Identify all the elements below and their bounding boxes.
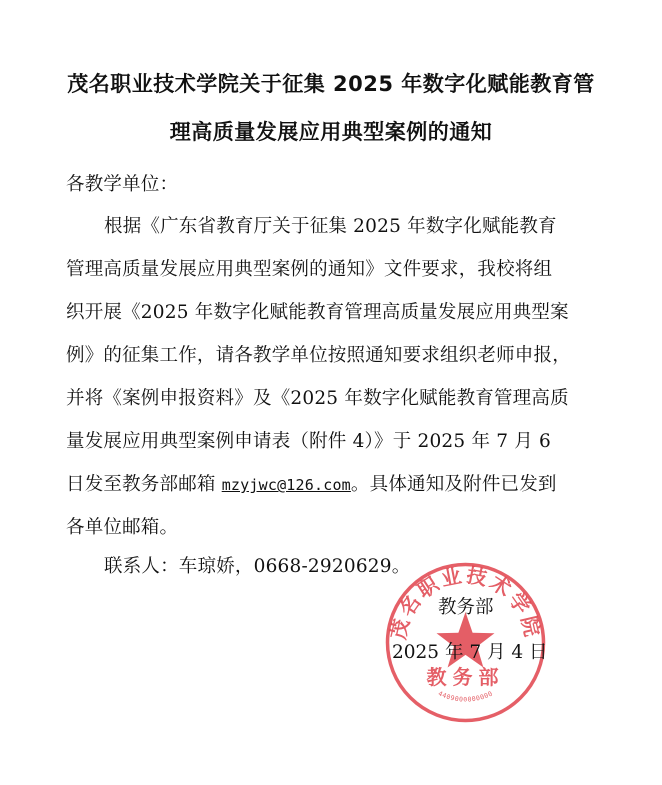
body-line: 量发展应用典型案例申请表（附件 4）》于 2025 年 7 月 6 bbox=[66, 431, 552, 452]
salutation: 各教学单位： bbox=[66, 174, 179, 195]
signature-department: 教务部 bbox=[438, 597, 494, 618]
document-title-line-2: 理高质量发展应用典型案例的通知 bbox=[169, 120, 493, 144]
seal-code-text: 4409000000000 bbox=[436, 689, 495, 704]
svg-text:4409000000000 bbox=[437, 689, 494, 703]
email-link[interactable]: mzyjwc@126.com bbox=[221, 476, 351, 494]
body-line: 例》的征集工作，请各教学单位按照通知要求组织老师申报， bbox=[66, 345, 571, 366]
email-line-prefix: 日发至教务部邮箱 bbox=[66, 474, 222, 495]
body-line: 织开展《2025 年数字化赋能教育管理高质量发展应用典型案 bbox=[66, 302, 569, 323]
contact-line: 联系人：车琼娇，0668-2920629。 bbox=[104, 556, 411, 577]
email-line-suffix: 。具体通知及附件已发到 bbox=[350, 474, 557, 495]
seal-bottom-text: 教务部 bbox=[426, 665, 505, 689]
body-line: 并将《案例申报资料》及《2025 年数字化赋能教育管理高质 bbox=[66, 388, 569, 409]
document-title-line-1: 茂名职业技术学院关于征集 2025 年数字化赋能教育管 bbox=[67, 72, 595, 96]
body-line: 管理高质量发展应用典型案例的通知》文件要求，我校将组 bbox=[66, 259, 553, 280]
signature-date: 2025 年 7 月 4 日 bbox=[392, 642, 548, 663]
body-line: 根据《广东省教育厅关于征集 2025 年数字化赋能教育 bbox=[104, 216, 557, 237]
body-email-line bbox=[66, 470, 557, 496]
body-line: 各单位邮箱。 bbox=[66, 517, 179, 538]
seal-arc-text: 茂名职业技术学院 bbox=[385, 562, 546, 642]
